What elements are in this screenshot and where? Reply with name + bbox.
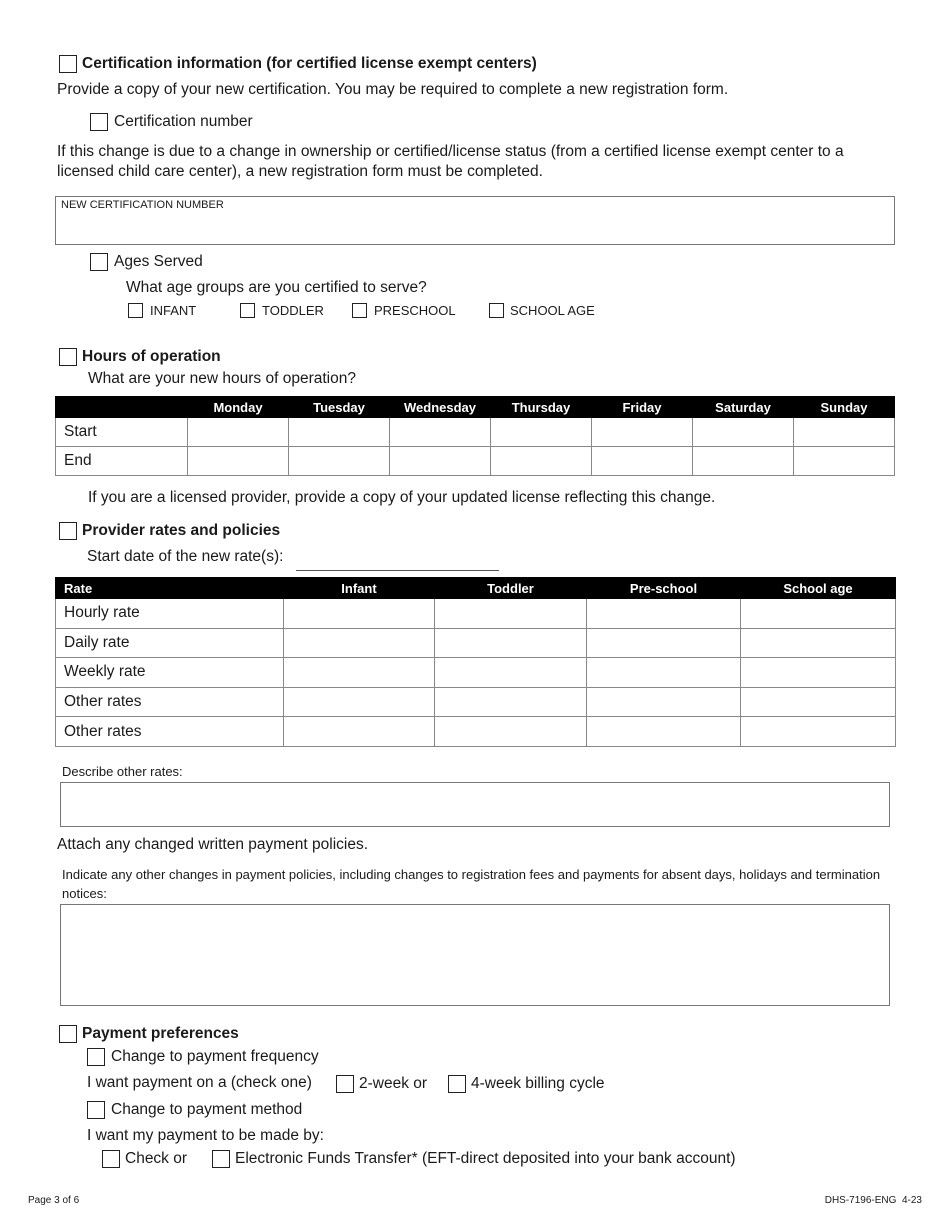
hours-cell[interactable] xyxy=(491,447,592,476)
hours-corner-cell xyxy=(56,397,188,418)
age-option-preschool xyxy=(352,303,456,318)
start-date-field[interactable] xyxy=(296,570,499,571)
rates-row-label: Hourly rate xyxy=(56,599,284,629)
day-header: Friday xyxy=(592,397,693,418)
page-number: Page 3 of 6 xyxy=(28,1195,80,1206)
rate-cell[interactable] xyxy=(587,599,741,629)
cert-number-label: Certification number xyxy=(114,113,253,130)
rate-cell[interactable] xyxy=(435,717,587,747)
infant-checkbox[interactable] xyxy=(128,303,143,318)
rate-cell[interactable] xyxy=(435,599,587,629)
rate-cell[interactable] xyxy=(587,658,741,688)
check-label: Check or xyxy=(125,1150,188,1167)
hours-cell[interactable] xyxy=(693,447,794,476)
rates-column-header: Infant xyxy=(284,578,435,599)
rate-cell[interactable] xyxy=(587,717,741,747)
hours-heading: Hours of operation xyxy=(82,348,221,365)
payment-heading: Payment preferences xyxy=(82,1025,239,1042)
other-changes-field[interactable] xyxy=(60,904,890,1006)
payment-checkbox[interactable] xyxy=(59,1025,77,1043)
rates-row xyxy=(56,717,896,747)
rate-cell[interactable] xyxy=(284,599,435,629)
hours-row-end xyxy=(56,447,895,476)
age-option-school-age xyxy=(489,303,595,318)
hours-cell[interactable] xyxy=(289,447,390,476)
frequency-option xyxy=(87,1048,319,1066)
rate-cell[interactable] xyxy=(284,717,435,747)
hours-cell[interactable] xyxy=(794,447,895,476)
rate-cell[interactable] xyxy=(435,687,587,717)
rates-row-label: Other rates xyxy=(56,687,284,717)
rates-checkbox[interactable] xyxy=(59,522,77,540)
frequency-checkbox[interactable] xyxy=(87,1048,105,1066)
check-checkbox[interactable] xyxy=(102,1150,120,1168)
rate-cell[interactable] xyxy=(284,628,435,658)
rate-cell[interactable] xyxy=(587,687,741,717)
eft-checkbox[interactable] xyxy=(212,1150,230,1168)
cert-number-option xyxy=(90,113,253,131)
describe-rates-field[interactable] xyxy=(60,782,890,827)
license-note: If you are a licensed provider, provide a copy of your updated license reflecting this change. xyxy=(88,489,716,506)
day-header: Sunday xyxy=(794,397,895,418)
ages-question: What age groups are you certified to serve? xyxy=(126,279,427,296)
hours-cell[interactable] xyxy=(188,447,289,476)
hours-cell[interactable] xyxy=(289,418,390,447)
new-cert-number-field[interactable] xyxy=(55,196,895,245)
two-week-label: 2-week or xyxy=(359,1075,428,1092)
rate-cell[interactable] xyxy=(741,628,896,658)
day-header: Monday xyxy=(188,397,289,418)
frequency-label: Change to payment frequency xyxy=(111,1048,319,1065)
rates-row xyxy=(56,687,896,717)
four-week-checkbox[interactable] xyxy=(448,1075,466,1093)
other-changes-label: Indicate any other changes in payment policies, including changes to registration fees and payments for absent days, holidays and termination notices: xyxy=(62,867,881,901)
preschool-checkbox[interactable] xyxy=(352,303,367,318)
toddler-label: TODDLER xyxy=(262,303,324,318)
certification-intro: Provide a copy of your new certification. You may be required to complete a new registration form. xyxy=(57,81,729,98)
day-header: Wednesday xyxy=(390,397,491,418)
attach-note: Attach any changed written payment policies. xyxy=(57,836,369,853)
certification-heading: Certification information (for certified license exempt centers) xyxy=(82,55,537,72)
frequency-choice-row xyxy=(87,1074,312,1092)
rate-cell[interactable] xyxy=(435,628,587,658)
eft-option xyxy=(212,1150,736,1168)
four-week-label: 4-week billing cycle xyxy=(471,1075,605,1092)
rates-column-header: School age xyxy=(741,578,896,599)
rate-cell[interactable] xyxy=(741,717,896,747)
rate-cell[interactable] xyxy=(284,658,435,688)
hours-row-start xyxy=(56,418,895,447)
two-week-option xyxy=(336,1075,427,1093)
rates-row xyxy=(56,599,896,629)
rate-cell[interactable] xyxy=(284,687,435,717)
hours-cell[interactable] xyxy=(491,418,592,447)
rate-cell[interactable] xyxy=(741,599,896,629)
hours-cell[interactable] xyxy=(390,418,491,447)
hours-cell[interactable] xyxy=(390,447,491,476)
age-option-infant xyxy=(128,303,196,318)
certification-section-header xyxy=(59,55,537,73)
rates-row-label: Other rates xyxy=(56,717,284,747)
hours-header-row xyxy=(56,397,895,418)
frequency-prompt: I want payment on a (check one) xyxy=(87,1074,312,1091)
method-checkbox[interactable] xyxy=(87,1101,105,1119)
hours-table xyxy=(55,396,895,476)
hours-section-header xyxy=(59,348,221,366)
ages-served-checkbox[interactable] xyxy=(90,253,108,271)
rates-section-header xyxy=(59,522,280,540)
rates-row-label: Weekly rate xyxy=(56,658,284,688)
hours-cell[interactable] xyxy=(592,447,693,476)
hours-cell[interactable] xyxy=(794,418,895,447)
certification-checkbox[interactable] xyxy=(59,55,77,73)
rates-row xyxy=(56,658,896,688)
rates-table xyxy=(55,577,896,747)
rates-header-row xyxy=(56,578,896,599)
hours-row-label: Start xyxy=(56,418,188,447)
check-option xyxy=(102,1150,187,1168)
two-week-checkbox[interactable] xyxy=(336,1075,354,1093)
school-age-label: SCHOOL AGE xyxy=(510,303,595,318)
hours-cell[interactable] xyxy=(693,418,794,447)
toddler-checkbox[interactable] xyxy=(240,303,255,318)
rates-row xyxy=(56,628,896,658)
new-cert-number-label: NEW CERTIFICATION NUMBER xyxy=(61,199,224,211)
preschool-label: PRESCHOOL xyxy=(374,303,456,318)
start-date-label: Start date of the new rate(s): xyxy=(87,548,284,565)
rates-column-header: Toddler xyxy=(435,578,587,599)
method-label: Change to payment method xyxy=(111,1101,303,1118)
day-header: Tuesday xyxy=(289,397,390,418)
rate-cell[interactable] xyxy=(741,687,896,717)
method-prompt: I want my payment to be made by: xyxy=(87,1127,324,1144)
rates-heading: Provider rates and policies xyxy=(82,522,281,539)
ages-served-label: Ages Served xyxy=(114,253,203,270)
rates-column-header: Pre-school xyxy=(587,578,741,599)
four-week-option xyxy=(448,1075,605,1093)
rate-cell[interactable] xyxy=(741,658,896,688)
ownership-note: If this change is due to a change in ownership or certified/license status (from a certified license exempt center to a licensed child care center), a new registration form must be completed. xyxy=(57,143,844,180)
eft-label: Electronic Funds Transfer* (EFT-direct deposited into your bank account) xyxy=(235,1150,736,1167)
ages-served-option xyxy=(90,253,203,271)
describe-rates-label: Describe other rates: xyxy=(62,764,183,779)
hours-cell[interactable] xyxy=(592,418,693,447)
hours-checkbox[interactable] xyxy=(59,348,77,366)
method-option xyxy=(87,1101,302,1119)
rate-cell[interactable] xyxy=(435,658,587,688)
rates-column-header: Rate xyxy=(56,578,284,599)
rate-cell[interactable] xyxy=(587,628,741,658)
age-option-toddler xyxy=(240,303,324,318)
school-age-checkbox[interactable] xyxy=(489,303,504,318)
hours-question: What are your new hours of operation? xyxy=(88,370,356,387)
infant-label: INFANT xyxy=(150,303,197,318)
day-header: Saturday xyxy=(693,397,794,418)
hours-row-label: End xyxy=(56,447,188,476)
cert-number-checkbox[interactable] xyxy=(90,113,108,131)
form-id: DHS-7196-ENG 4-23 xyxy=(824,1195,922,1206)
day-header: Thursday xyxy=(491,397,592,418)
hours-cell[interactable] xyxy=(188,418,289,447)
rates-row-label: Daily rate xyxy=(56,628,284,658)
payment-section-header xyxy=(59,1025,239,1043)
